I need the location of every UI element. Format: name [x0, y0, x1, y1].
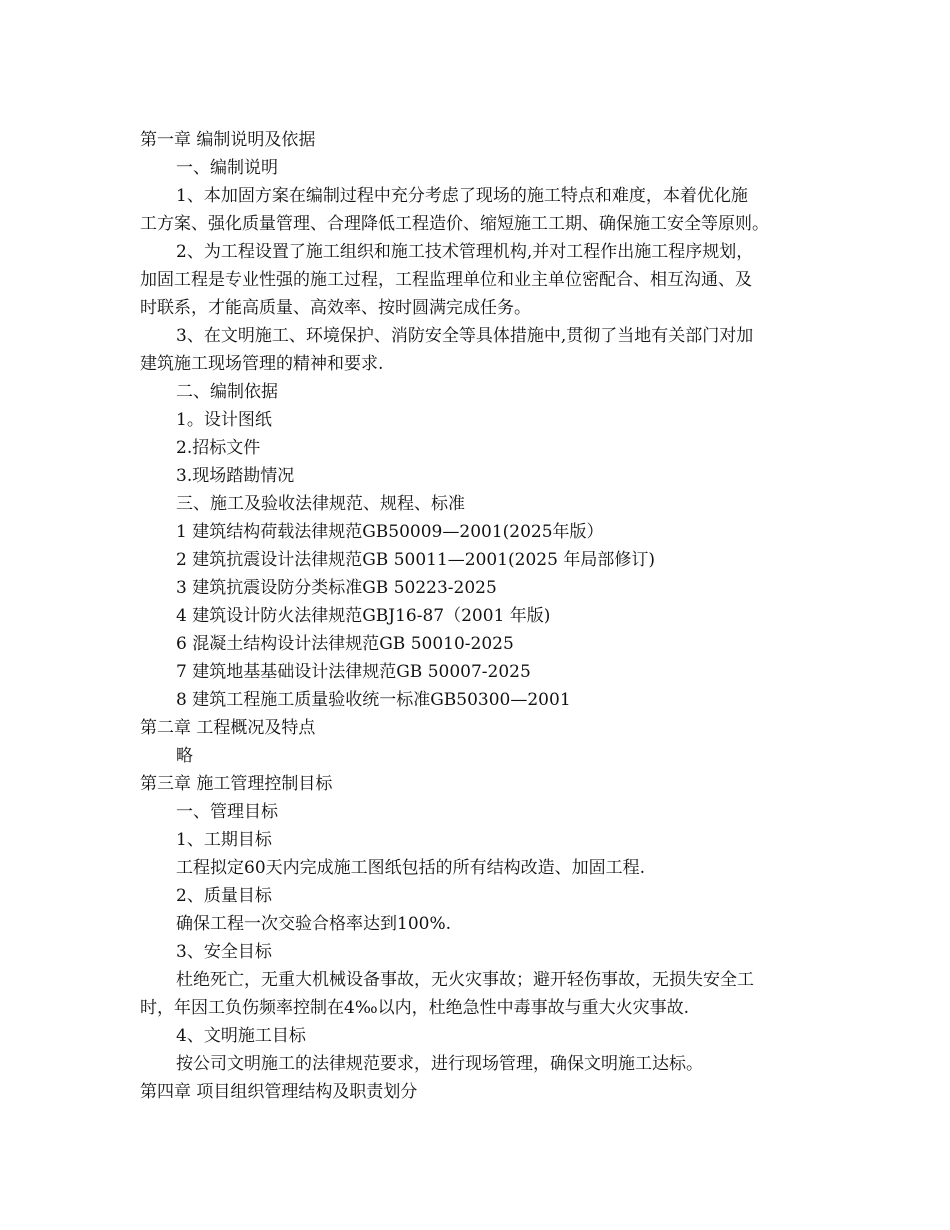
paragraph-line: 确保工程一次交验合格率达到100%. [176, 914, 452, 934]
heading-or-continuation-line: 加固工程是专业性强的施工过程，工程监理单位和业主单位密配合、相互沟通、及 [140, 270, 752, 290]
paragraph-line: 一、编制说明 [176, 158, 278, 178]
paragraph-line: 3 建筑抗震设防分类标准GB 50223-2025 [176, 578, 497, 598]
paragraph-line: 1。设计图纸 [176, 410, 272, 430]
heading-or-continuation-line: 工方案、强化质量管理、合理降低工程造价、缩短施工工期、确保施工安全等原则。 [140, 214, 769, 234]
heading-or-continuation-line: 时联系，才能高质量、高效率、按时圆满完成任务。 [140, 298, 531, 318]
heading-or-continuation-line: 第二章 工程概况及特点 [140, 718, 316, 738]
paragraph-line: 2 建筑抗震设计法律规范GB 50011—2001(2025 年局部修订) [176, 550, 655, 570]
heading-or-continuation-line: 建筑施工现场管理的精神和要求. [140, 354, 384, 374]
paragraph-line: 三、施工及验收法律规范、规程、标准 [176, 494, 465, 514]
paragraph-line: 3、安全目标 [176, 942, 272, 962]
paragraph-line: 1、本加固方案在编制过程中充分考虑了现场的施工特点和难度，本着优化施 [176, 186, 748, 206]
paragraph-line: 1 建筑结构荷载法律规范GB50009—2001(2025年版） [176, 522, 604, 542]
paragraph-line: 1、工期目标 [176, 830, 272, 850]
paragraph-line: 2、质量目标 [176, 886, 272, 906]
paragraph-line: 4 建筑设计防火法律规范GBJ16-87（2001 年版) [176, 606, 551, 626]
heading-or-continuation-line: 第三章 施工管理控制目标 [140, 774, 333, 794]
paragraph-line: 工程拟定60天内完成施工图纸包括的所有结构改造、加固工程. [176, 858, 646, 878]
paragraph-line: 7 建筑地基基础设计法律规范GB 50007-2025 [176, 662, 531, 682]
paragraph-line: 3.现场踏勘情况 [176, 466, 295, 486]
paragraph-line: 6 混凝土结构设计法律规范GB 50010-2025 [176, 634, 514, 654]
heading-or-continuation-line: 第四章 项目组织管理结构及职责划分 [140, 1082, 418, 1102]
paragraph-line: 2、为工程设置了施工组织和施工技术管理机构,并对工程作出施工程序规划， [176, 242, 754, 262]
paragraph-line: 2.招标文件 [176, 438, 261, 458]
paragraph-line: 二、编制依据 [176, 382, 278, 402]
paragraph-line: 略 [176, 746, 193, 766]
paragraph-line: 按公司文明施工的法律规范要求，进行现场管理，确保文明施工达标。 [176, 1054, 703, 1074]
paragraph-line: 4、文明施工目标 [176, 1026, 306, 1046]
paragraph-line: 3、在文明施工、环境保护、消防安全等具体措施中,贯彻了当地有关部门对加 [176, 326, 754, 346]
paragraph-line: 杜绝死亡，无重大机械设备事故，无火灾事故；避开轻伤事故，无损失安全工 [176, 970, 754, 990]
heading-or-continuation-line: 时，年因工负伤频率控制在4‰以内，杜绝急性中毒事故与重大火灾事故. [140, 998, 690, 1018]
paragraph-line: 8 建筑工程施工质量验收统一标准GB50300—2001 [176, 690, 571, 710]
document-body [140, 126, 820, 1106]
heading-or-continuation-line: 第一章 编制说明及依据 [140, 130, 316, 150]
paragraph-line: 一、管理目标 [176, 802, 278, 822]
